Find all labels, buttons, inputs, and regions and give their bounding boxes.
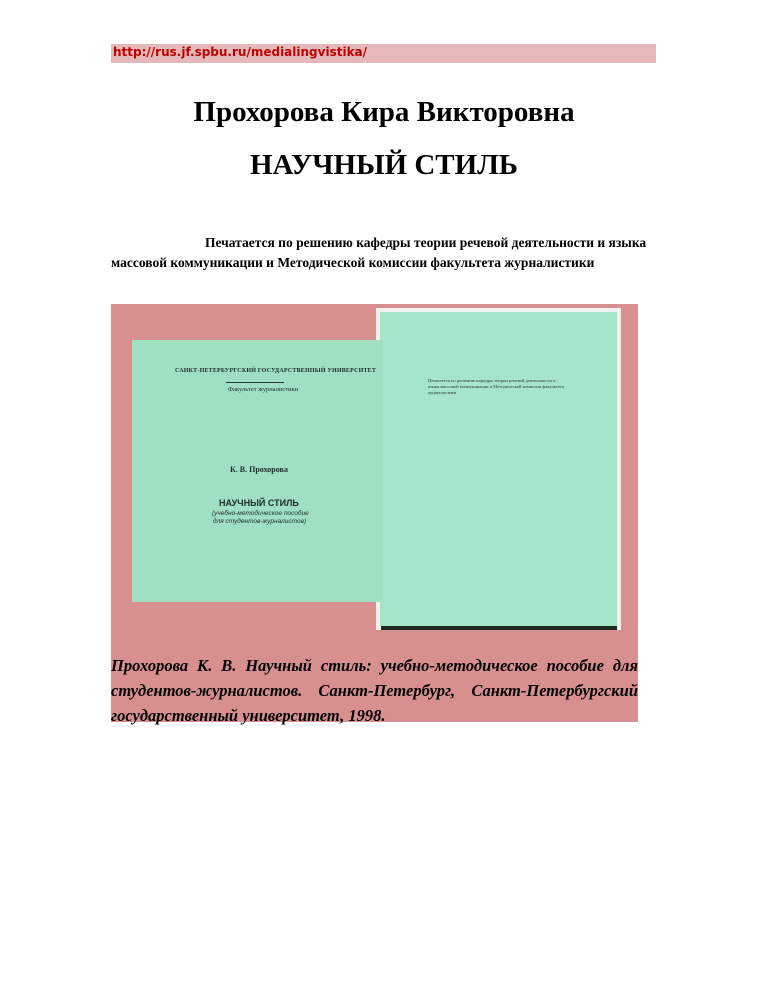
back-cover-line: Печатается по решению кафедры теории речевой деятельности и: [428, 378, 556, 383]
book-edge-shadow: [381, 626, 617, 630]
cover-title: НАУЧНЫЙ СТИЛЬ: [219, 498, 299, 508]
url-banner: [111, 44, 656, 63]
cover-subtitle: (учебно-методическое пособие: [212, 510, 309, 517]
cover-author: К. В. Прохорова: [230, 465, 288, 474]
book-back-cover: [376, 308, 621, 630]
author-heading: Прохорова Кира Викторовна: [193, 96, 575, 128]
back-cover-text: [428, 378, 564, 396]
bibliographic-caption: [111, 640, 638, 725]
approval-note: Печатается по решению кафедры теории речевой деятельности и языка массовой коммуникации и Методической комиссии факультета журналистики: [111, 235, 647, 270]
book-front-cover: [132, 340, 383, 602]
caption-text: Прохорова К. В. Научный стиль: учебно‑методическое пособие для студентов‑журналистов. Санкт‑Петербург, Санкт‑Петербургский государственный университет, 1998.: [111, 656, 638, 725]
document-title: НАУЧНЫЙ СТИЛЬ: [250, 149, 518, 181]
back-cover-line: журналистики: [428, 390, 457, 395]
cover-subtitle: для студентов-журналистов): [213, 518, 307, 525]
source-url-link[interactable]: http://rus.jf.spbu.ru/medialingvistika/: [113, 45, 368, 59]
cover-divider: [226, 382, 284, 383]
cover-university: САНКТ-ПЕТЕРБУРГСКИЙ ГОСУДАРСТВЕННЫЙ УНИВЕРСИТЕТ: [175, 368, 377, 374]
book-cover-photo: [111, 304, 638, 641]
back-cover-line: языка массовой коммуникации и Методической комиссии факультета: [428, 384, 564, 389]
cover-faculty: Факультет журналистики: [228, 386, 299, 393]
